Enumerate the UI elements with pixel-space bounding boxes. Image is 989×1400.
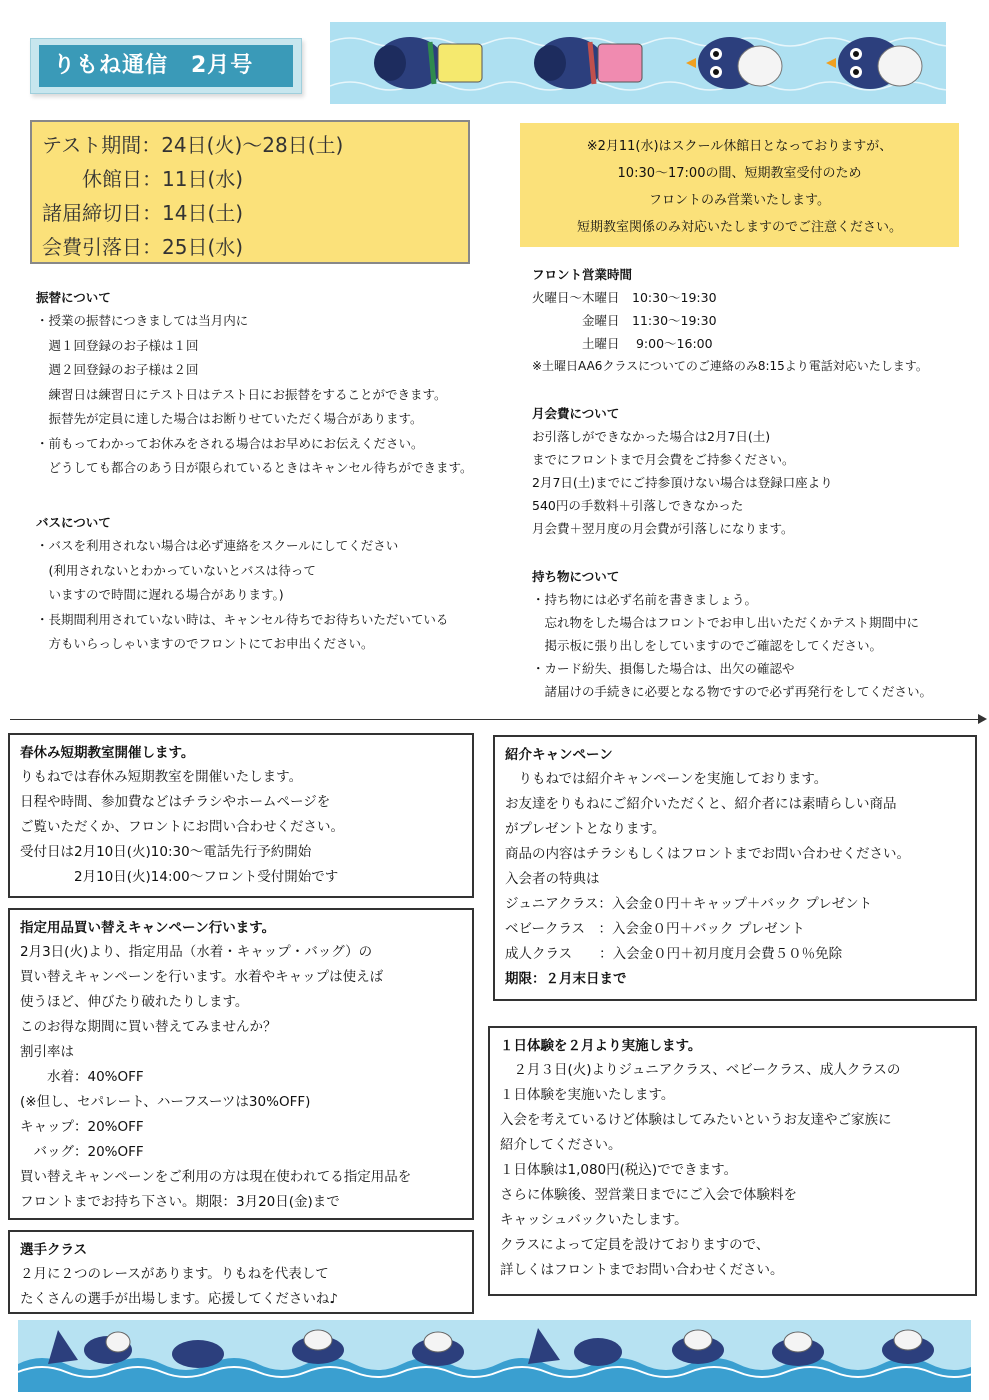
text-line: 水着：40%OFF — [20, 1069, 144, 1085]
notice-line: 短期教室関係のみ対応いたしますのでご注意ください。 — [576, 220, 902, 235]
schedule-row: 会費引落日：25日(水) — [42, 235, 244, 259]
text-line: ２月３日(火)よりジュニアクラス、ベビークラス、成人クラスの — [500, 1062, 901, 1078]
text-line: ジュニアクラス：入会金０円＋キャップ＋バック プレゼント — [505, 896, 873, 912]
spring-course-box — [8, 733, 474, 898]
text-line: 成人クラス ：入会金０円＋初月度月会費５０％免除 — [505, 946, 843, 962]
notice-line: フロントのみ営業いたします。 — [649, 193, 830, 208]
text-line: ・カード紛失、損傷した場合は、出欠の確認や — [532, 661, 795, 676]
text-line: クラスによって定員を設けておりますので、 — [500, 1237, 770, 1253]
box-heading: 選手クラス — [20, 1242, 88, 1258]
text-line: がプレゼントとなります。 — [505, 821, 666, 837]
text-line: (利用されないとわかっていないとバスは待って — [36, 562, 316, 578]
section-heading: バスについて — [36, 515, 111, 530]
text-line: 買い替えキャンペーンをご利用の方は現在使われてる指定用品を — [20, 1169, 412, 1185]
text-line: キャッシュバックいたします。 — [500, 1212, 688, 1228]
text-line: 割引率は — [20, 1044, 74, 1060]
text-line: 日程や時間、参加費などはチラシやホームページを — [20, 794, 331, 810]
text-line: 掲示板に張り出しをしていますのでご確認をしてください。 — [532, 638, 883, 653]
text-line: 詳しくはフロントまでお問い合わせください。 — [500, 1262, 784, 1278]
text-line: 紹介してください。 — [500, 1137, 622, 1153]
text-line: ベビークラス ：入会金０円＋バック プレゼント — [505, 921, 805, 937]
text-line: 商品の内容はチラシもしくはフロントまでお問い合わせください。 — [505, 846, 910, 862]
athlete-class-box — [8, 1230, 474, 1314]
section-heading: 月会費について — [532, 406, 620, 421]
belongings-section — [532, 566, 932, 703]
fee-section — [532, 403, 833, 540]
text-line: フロントまでお持ち下さい。期限：3月20日(金)まで — [20, 1194, 340, 1210]
text-line: キャップ：20%OFF — [20, 1119, 144, 1135]
text-line: １日体験を実施いたします。 — [500, 1087, 675, 1103]
text-line: りもねでは春休み短期教室を開催いたします。 — [20, 769, 303, 785]
arrow-right-icon — [978, 714, 987, 724]
text-line: 週２回登録のお子様は２回 — [36, 362, 199, 377]
newsletter-title-tag — [30, 38, 302, 94]
text-line: 使うほど、伸びたり破れたりします。 — [20, 994, 249, 1010]
closure-notice-box — [520, 123, 959, 247]
box-heading: 紹介キャンペーン — [505, 747, 613, 763]
text-line: 方もいらっしゃいますのでフロントにてお申出ください。 — [36, 636, 374, 651]
text-line: ・持ち物には必ず名前を書きましょう。 — [532, 592, 758, 607]
text-line: 入会を考えているけど体験はしてみたいというお友達やご家族に — [500, 1112, 892, 1128]
trial-lesson-box — [488, 1026, 977, 1296]
text-line: ・前もってわかってお休みをされる場合はお早めにお伝えください。 — [36, 435, 424, 451]
text-line: 2月10日(火)14:00～フロント受付開始です — [20, 869, 339, 885]
swimming-waves-icon — [18, 1320, 971, 1392]
schedule-box — [30, 120, 470, 264]
text-line: 諸届けの手続きに必要となる物ですので必ず再発行をしてください。 — [532, 684, 933, 699]
newsletter-title: りもね通信 2月号 — [39, 45, 293, 87]
text-line: りもねでは紹介キャンペーンを実施しております。 — [505, 771, 828, 787]
text-line: ・長期間利用されていない時は、キャンセル待ちでお待ちいただいている — [36, 611, 449, 627]
text-line: いますので時間に遅れる場合があります。) — [36, 587, 284, 602]
text-line: までにフロントまで月会費をご持参ください。 — [532, 452, 795, 467]
box-heading: 春休み短期教室開催します。 — [20, 745, 195, 761]
section-heading: フロント営業時間 — [532, 267, 633, 282]
notice-line: ※2月11(水)はスクール休館日となっておりますが、 — [586, 139, 893, 154]
text-line: 2月3日(火)より、指定用品（水着・キャップ・バッグ）の — [20, 944, 373, 960]
text-line: ・授業の振替につきましては当月内に — [36, 313, 249, 328]
text-line: このお得な期間に買い替えてみませんか？ — [20, 1019, 277, 1035]
text-line: 入会者の特典は — [505, 871, 600, 887]
text-line: バッグ：20%OFF — [20, 1144, 144, 1160]
text-line: 練習日は練習日にテスト日はテスト日にお振替をすることができます。 — [36, 386, 447, 402]
text-line: 土曜日 9:00～16:00 — [532, 336, 713, 351]
text-line: １日体験は1,080円(税込)でできます。 — [500, 1162, 738, 1178]
text-line: ・バスを利用されない場合は必ず連絡をスクールにしてください — [36, 538, 399, 553]
text-line: (※但し、セパレート、ハーフスーツは30%OFF) — [20, 1094, 311, 1110]
box-heading: 指定用品買い替えキャンペーン行います。 — [20, 920, 276, 936]
swimming-mascots-icon — [330, 22, 946, 104]
text-line: さらに体験後、翌営業日までにご入会で体験料を — [500, 1187, 797, 1203]
text-line: 540円の手数料＋引落しできなかった — [532, 498, 744, 513]
goods-campaign-box — [8, 908, 474, 1220]
text-line: 買い替えキャンペーンを行います。水着やキャップは使えば — [20, 969, 384, 985]
text-line: どうしても都合のあう日が限られているときはキャンセル待ちができます。 — [36, 460, 473, 475]
referral-campaign-box — [493, 735, 977, 1001]
notice-line: 10:30～17:00の間、短期教室受付のため — [617, 166, 862, 181]
section-heading: 持ち物について — [532, 569, 620, 584]
text-line: 受付日は2月10日(火)10:30～電話先行予約開始 — [20, 844, 312, 860]
section-heading: 振替について — [36, 290, 111, 305]
box-heading: １日体験を２月より実施します。 — [500, 1038, 702, 1054]
text-line: お友達をりもねにご紹介いただくと、紹介者には素晴らしい商品 — [505, 796, 897, 812]
section-divider — [10, 719, 982, 720]
text-line: ※土曜日AA6クラスについてのご連絡のみ8:15より電話対応いたします。 — [532, 359, 928, 373]
schedule-row: 諸届締切日：14日(土) — [42, 201, 244, 225]
text-line: 2月7日(土)までにご持参頂けない場合は登録口座より — [532, 475, 833, 490]
text-line: ２月に２つのレースがあります。りもねを代表して — [20, 1266, 329, 1282]
text-line: 忘れ物をした場合はフロントでお申し出いただくかテスト期間中に — [532, 615, 920, 630]
text-line: 月会費＋翌月度の月会費が引落しになります。 — [532, 521, 794, 536]
text-line: 振替先が定員に達した場合はお断りせていただく場合があります。 — [36, 411, 423, 426]
text-line: 火曜日～木曜日 10:30～19:30 — [532, 290, 717, 305]
text-line: たくさんの選手が出場します。応援してくださいね♪ — [20, 1291, 339, 1307]
front-hours-section — [532, 264, 928, 378]
schedule-row: テスト期間：24日(火)～28日(土) — [42, 133, 344, 157]
furikae-section — [36, 287, 473, 481]
schedule-row: 休館日：11日(水) — [42, 167, 244, 191]
text-line: 週１回登録のお子様は１回 — [36, 337, 199, 353]
text-line: お引落しができなかった場合は2月7日(土) — [532, 429, 771, 444]
text-line: ご覧いただくか、フロントにお問い合わせください。 — [20, 819, 344, 835]
text-line: 金曜日 11:30～19:30 — [532, 313, 717, 328]
campaign-deadline: 期限：２月末日まで — [505, 971, 627, 987]
bus-section — [36, 512, 448, 657]
